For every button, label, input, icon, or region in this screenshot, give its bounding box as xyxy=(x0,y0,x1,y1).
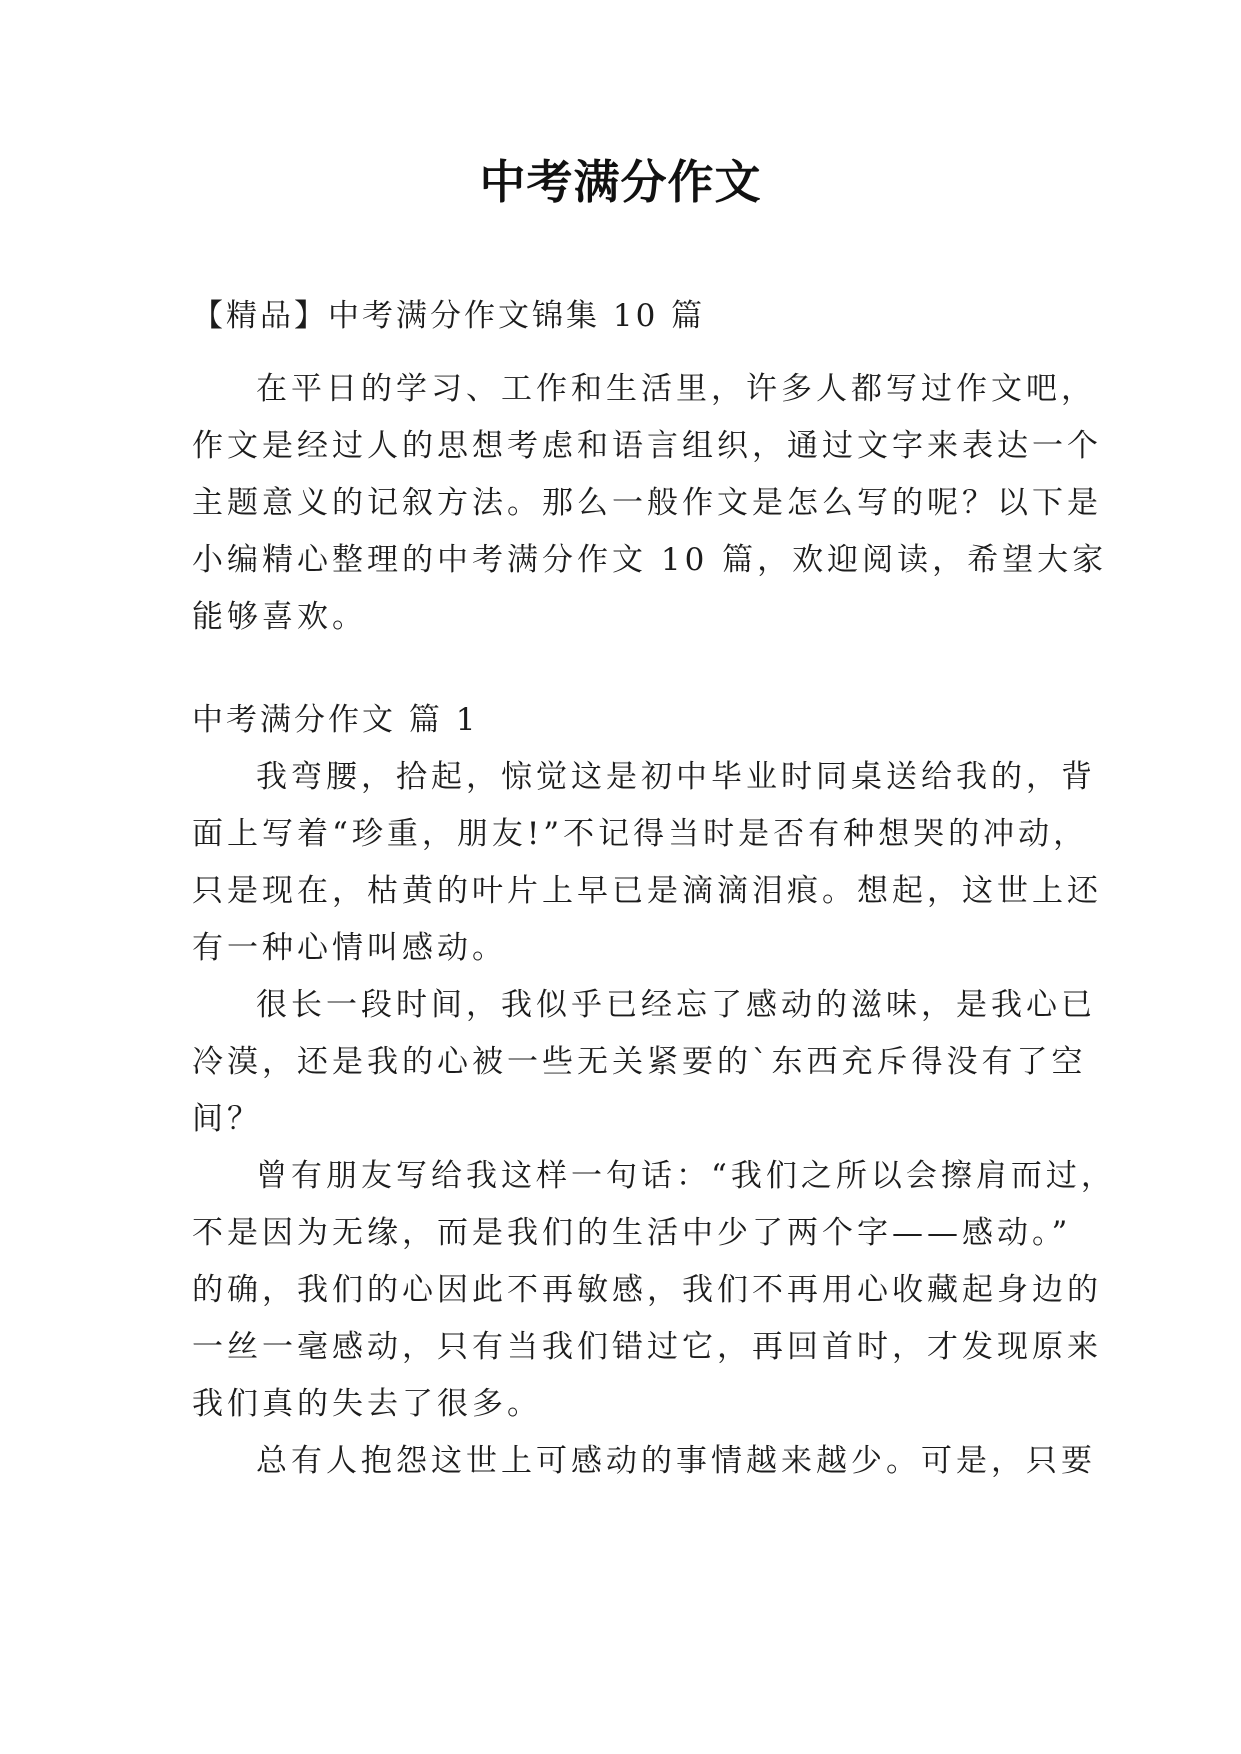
intro-line: 能够喜欢。 xyxy=(192,599,367,635)
intro-line: 小编精心整理的中考满分作文 10 篇，欢迎阅读，希望大家 xyxy=(192,542,1108,578)
paragraph-line: 一丝一毫感动，只有当我们错过它，再回首时，才发现原来 xyxy=(192,1329,1102,1365)
paragraph-line: 总有人抱怨这世上可感动的事情越来越少。可是，只要 xyxy=(256,1443,1096,1479)
intro-line: 作文是经过人的思想考虑和语言组织，通过文字来表达一个 xyxy=(192,428,1102,464)
paragraph-line: 我们真的失去了很多。 xyxy=(192,1386,542,1422)
paragraph-line: 我弯腰，拾起，惊觉这是初中毕业时同桌送给我的，背 xyxy=(256,759,1096,795)
paragraph-line: 不是因为无缘，而是我们的生活中少了两个字——感动。” xyxy=(192,1215,1072,1251)
paragraph-line: 有一种心情叫感动。 xyxy=(192,930,507,966)
paragraph-line: 曾有朋友写给我这样一句话：“我们之所以会擦肩而过， xyxy=(256,1158,1116,1194)
paragraph-line: 间？ xyxy=(192,1101,262,1137)
paragraph-line: 只是现在，枯黄的叶片上早已是滴滴泪痕。想起，这世上还 xyxy=(192,873,1102,909)
document-title: 中考满分作文 xyxy=(479,155,762,209)
document-subtitle: 【精品】中考满分作文锦集 10 篇 xyxy=(192,298,706,334)
paragraph-line: 很长一段时间，我似乎已经忘了感动的滋味，是我心已 xyxy=(256,987,1096,1023)
intro-line: 在平日的学习、工作和生活里，许多人都写过作文吧， xyxy=(256,371,1096,407)
section-heading: 中考满分作文 篇 1 xyxy=(192,702,479,738)
paragraph-line: 的确，我们的心因此不再敏感，我们不再用心收藏起身边的 xyxy=(192,1272,1102,1308)
intro-line: 主题意义的记叙方法。那么一般作文是怎么写的呢？以下是 xyxy=(192,485,1102,521)
paragraph-line: 冷漠，还是我的心被一些无关紧要的`东西充斥得没有了空 xyxy=(192,1044,1087,1080)
paragraph-line: 面上写着“珍重，朋友!”不记得当时是否有种想哭的冲动， xyxy=(192,816,1089,852)
